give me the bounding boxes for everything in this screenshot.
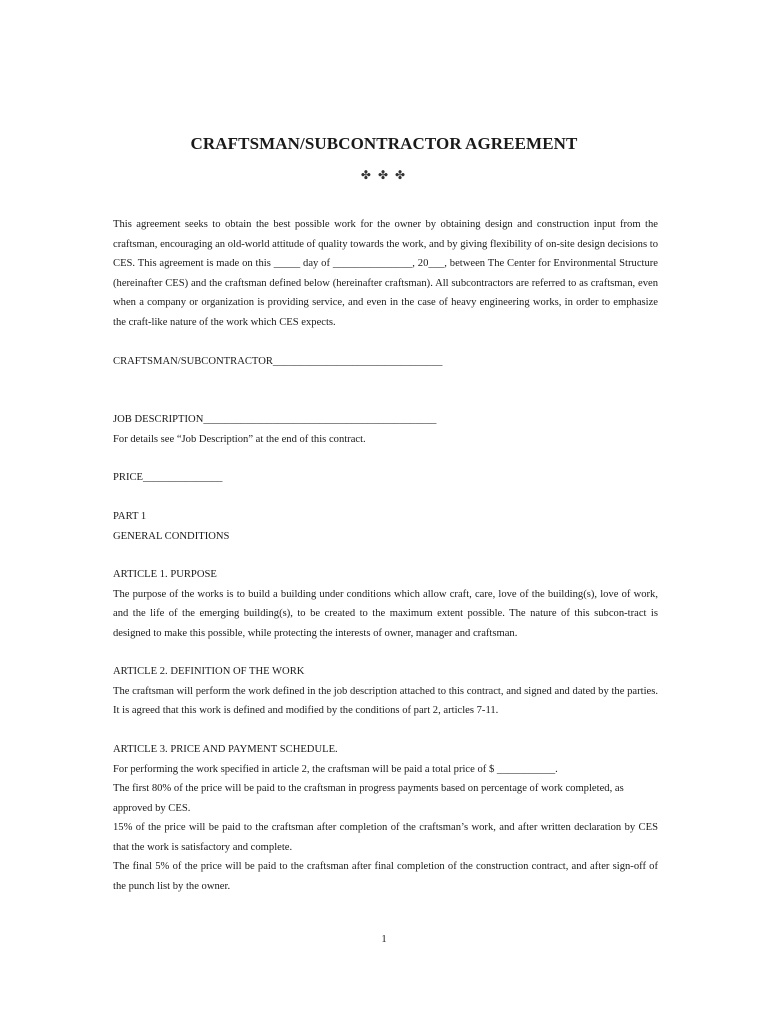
general-conditions-heading: GENERAL CONDITIONS bbox=[113, 530, 230, 542]
craftsman-field bbox=[113, 352, 658, 372]
article-2-heading: ARTICLE 2. DEFINITION OF THE WORK bbox=[113, 666, 305, 677]
article-3-line-4: The final 5% of the price will be paid to the craftsman after final completion of the construction contract, and after sign-off of the punch list by the owner. bbox=[113, 861, 658, 892]
job-description-field: JOB DESCRIPTION____________________________________________ bbox=[113, 414, 437, 425]
document-title: CRAFTSMAN/SUBCONTRACTOR AGREEMENT bbox=[190, 134, 578, 153]
job-description-note: For details see “Job Description” at the end of this contract. bbox=[113, 433, 366, 445]
article-3-line-2: The first 80% of the price will be paid to the craftsman in progress payments based on percentage of work completed, as approved by CES. bbox=[113, 783, 624, 814]
part-label: PART 1 bbox=[113, 511, 147, 522]
part-heading bbox=[113, 507, 658, 546]
article-1-heading: ARTICLE 1. PURPOSE bbox=[113, 569, 217, 580]
ornament-divider: ✤ ✤ ✤ bbox=[360, 168, 408, 182]
article-3 bbox=[113, 740, 658, 896]
article-3-heading: ARTICLE 3. PRICE AND PAYMENT SCHEDULE. bbox=[113, 744, 338, 755]
article-2-text: The craftsman will perform the work defined in the job description attached to this contract, and signed and dated by the parties. It is agreed that this work is defined and modified by the conditions of part 2, articles 7-11. bbox=[113, 685, 658, 716]
price-field-label: PRICE_______________ bbox=[113, 472, 223, 483]
article-3-line-3: 15% of the price will be paid to the craftsman after completion of the craftsman’s work, and after written declaration by CES that the work is satisfactory and complete. bbox=[113, 822, 658, 853]
craftsman-field-label: CRAFTSMAN/SUBCONTRACTOR________________________________ bbox=[113, 356, 443, 367]
intro-paragraph bbox=[113, 215, 658, 332]
article-1 bbox=[113, 565, 658, 643]
intro-text: This agreement seeks to obtain the best possible work for the owner by obtaining design and construction input from the craftsman, encouraging an old-world attitude of quality towards the work, and by giving flexibility of on-site design decisions to CES. This agreement is made on this _____ day of _______________, 20___, between The Center for Environmental Structure (hereinafter CES) and the craftsman defined below (hereinafter craftsman). All subcontractors are referred to as craftsman, even when a company or organization is providing service, and even in the case of heavy engineering works, in order to emphasize the craft-like nature of the work which CES expects. bbox=[113, 219, 658, 328]
article-1-text: The purpose of the works is to build a building under conditions which allow craft, care, love of the building(s), love of work, and the life of the emerging building(s), to be created to the maximum extent possible. The nature of this subcon-tract is designed to make this possible, while protecting the interests of owner, manager and craftsman. bbox=[113, 588, 658, 639]
article-2 bbox=[113, 662, 658, 721]
page-number: 1 bbox=[381, 934, 387, 945]
price-field bbox=[113, 468, 658, 488]
job-description-section bbox=[113, 410, 658, 449]
article-3-line-1: For performing the work specified in article 2, the craftsman will be paid a total price of $ ___________. bbox=[113, 763, 558, 775]
